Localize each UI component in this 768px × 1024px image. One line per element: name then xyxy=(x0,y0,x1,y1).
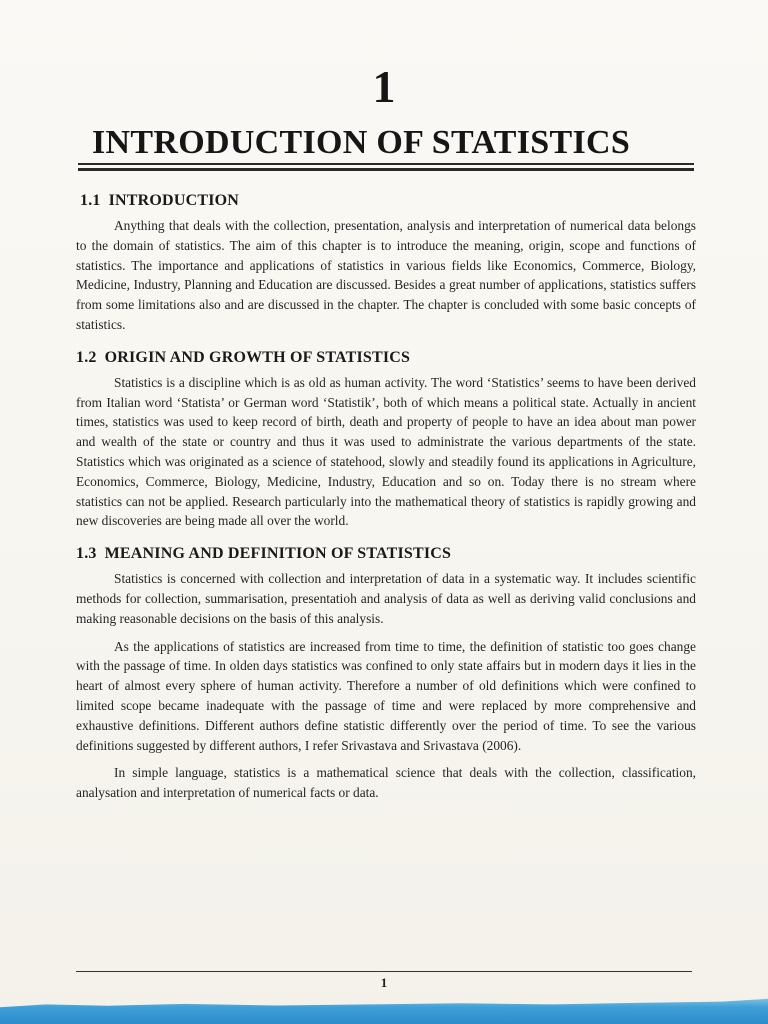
section-heading xyxy=(76,543,696,565)
section-title: MEANING AND DEFINITION OF STATISTICS xyxy=(104,545,452,563)
section-title: INTRODUCTION xyxy=(108,192,240,209)
blue-edge-background xyxy=(0,996,768,1024)
page-body xyxy=(76,190,696,803)
page-number: 1 xyxy=(380,975,388,990)
section-heading xyxy=(76,347,696,369)
section-number: 1.3 xyxy=(76,545,97,563)
paragraph: As the applications of statistics are increased from time to time, the definition of statistic too goes change with the passage of time. In olden days statistics was confined to only state affairs but in modern days it lies in the heart of almost every sphere of human activity. Therefore a number of old definitions which were confined to limited scope became inadequate with the passage of time and were replaced by more comprehensive and exhaustive definitions. Different authors define statistic differently over the period of time. To see the various definitions suggested by different authors, I refer Srivastava and Srivastava (2006). xyxy=(76,638,696,753)
paragraph: In simple language, statistics is a mathematical science that deals with the collection, classification, analysation and interpretation of numerical facts or data. xyxy=(76,765,696,801)
chapter-title: INTRODUCTION OF STATISTICS xyxy=(92,124,631,161)
title-underline-thick xyxy=(78,168,694,171)
chapter-number: 1 xyxy=(372,61,396,112)
section-meaning-and-definition xyxy=(76,543,696,803)
section-number: 1.2 xyxy=(76,348,97,366)
section-origin-and-growth xyxy=(76,347,696,531)
footer-rule xyxy=(76,971,692,972)
paragraph: Statistics is concerned with collection and interpretation of data in a systematic way. It includes scientific methods for collection, summarisation, presentatioh and analysis of data as well as deriving valid conclusions and making reasonable decisions on the basis of this analysis. xyxy=(76,571,696,626)
section-introduction xyxy=(76,190,696,335)
section-title: ORIGIN AND GROWTH OF STATISTICS xyxy=(104,348,411,366)
title-underline-thin xyxy=(78,163,694,165)
paragraph: Statistics is a discipline which is as old as human activity. The word ‘Statistics’ seems to have been derived from Italian word ‘Statista’ or German word ‘Statistik’, both of which means a political state. Actually in ancient times, statistics was used to keep record of birth, death and property of people to have an idea about man power and wealth of the state or country and thus it was used to administrate the various departments of the state. Statistics which was originated as a science of statehood, slowly and steadily found its applications in Agriculture, Economics, Commerce, Biology, Medicine, Industry, Education and so on. Today there is no stream where statistics can not be applied. Research particularly into the mathematical theory of statistics is rapidly growing and new discoveries are being made all over the world. xyxy=(76,374,696,529)
paragraph: Anything that deals with the collection, presentation, analysis and interpretation of numerical data belongs to the domain of statistics. The aim of this chapter is to introduce the meaning, origin, scope and functions of statistics. The importance and applications of statistics in various fields like Economics, Commerce, Biology, Medicine, Industry, Planning and Education are discussed. Besides a great number of applications, statistics suffers from some limitations also and are discussed in the chapter. The chapter is concluded with some basic concepts of statistics. xyxy=(76,218,696,332)
section-heading xyxy=(80,190,696,212)
section-number: 1.1 xyxy=(80,192,101,209)
